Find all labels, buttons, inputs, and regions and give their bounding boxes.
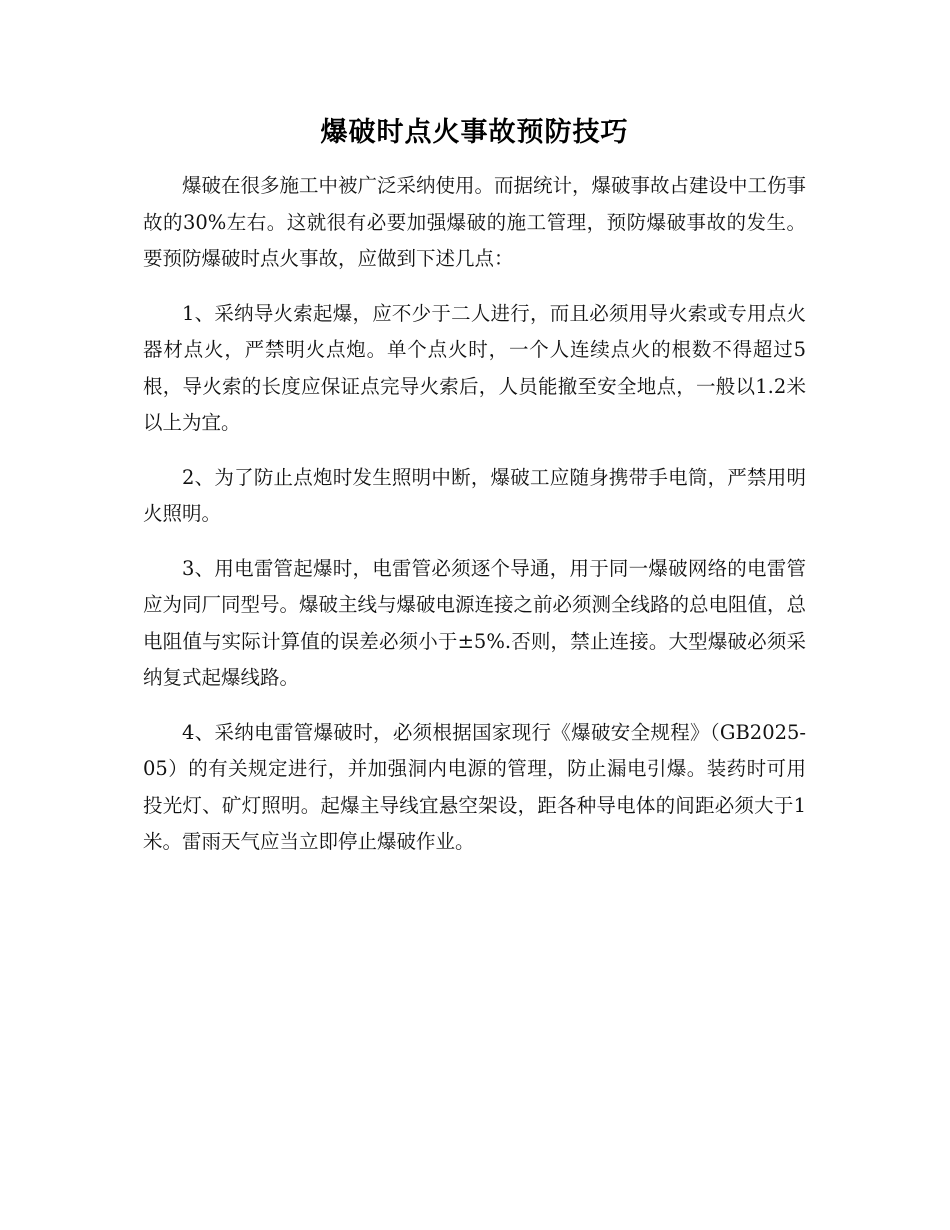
point-3-paragraph: 3、用电雷管起爆时，电雷管必须逐个导通，用于同一爆破网络的电雷管应为同厂同型号。爆破主线与爆破电源连接之前必须测全线路的总电阻值，总电阻值与实际计算值的误差必须小于±5%.否则，禁止连接。大型爆破必须采纳复式起爆线路。 (143, 556, 807, 689)
point-4-paragraph: 4、采纳电雷管爆破时，必须根据国家现行《爆破安全规程》（GB2025-05）的有关规定进行，并加强洞内电源的管理，防止漏电引爆。装药时可用投光灯、矿灯照明。起爆主导线宜悬空架设，距各种导电体的间距必须大于1米。雷雨天气应当立即停止爆破作业。 (143, 720, 806, 853)
document-title: 爆破时点火事故预防技巧 (320, 117, 629, 148)
point-2-paragraph: 2、为了防止点炮时发生照明中断，爆破工应随身携带手电筒，严禁用明火照明。 (143, 465, 806, 525)
intro-paragraph: 爆破在很多施工中被广泛采纳使用。而据统计，爆破事故占建设中工伤事故的30%左右。这就很有必要加强爆破的施工管理，预防爆破事故的发生。要预防爆破时点火事故，应做到下述几点： (143, 174, 807, 270)
document-body (143, 112, 806, 879)
point-1-paragraph: 1、采纳导火索起爆，应不少于二人进行，而且必须用导火索或专用点火器材点火，严禁明火点炮。单个点火时，一个人连续点火的根数不得超过5根，导火索的长度应保证点完导火索后，人员能撤至安全地点，一般以1.2米以上为宜。 (143, 301, 806, 434)
